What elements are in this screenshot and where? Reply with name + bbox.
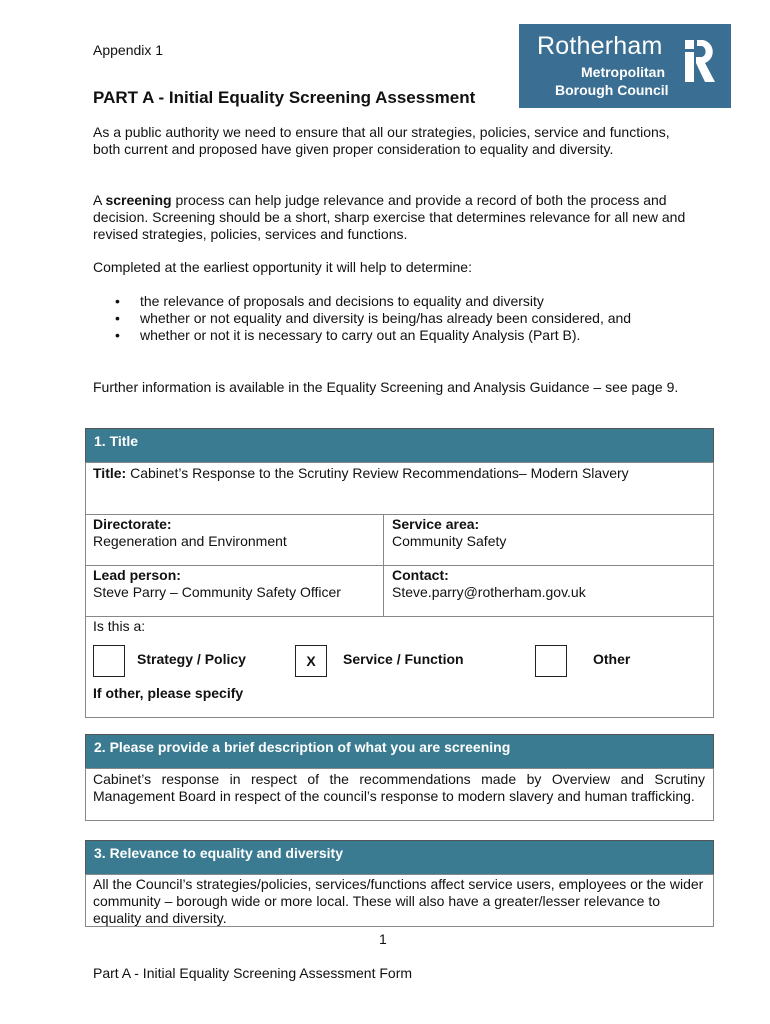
contact-label: Contact: [392,567,449,583]
footer-form-name: Part A - Initial Equality Screening Assessment Form [93,965,413,981]
rotherham-r-icon [683,38,717,84]
service-area-value: Community Safety [392,533,507,549]
section-1-header: 1. Title [85,428,714,463]
page-number: 1 [379,931,387,947]
screening-paragraph: A screening process can help judge relevance and provide a record of both the process and decision. Screening should be a short, sharp exercise that determines relevance for all new and revised strategies, policies, services and functions. [93,192,686,242]
section-2-body: Cabinet’s response in respect of the recommendations made by Overview and Scrutiny Management Board in respect of the council’s response to modern slavery and human trafficking. [93,771,705,804]
logo-line-2: Metropolitan [581,64,665,80]
list-item: • whether or not equality and diversity is being/has already been considered, and [113,310,673,327]
strategy-policy-label: Strategy / Policy [137,651,246,667]
divider [85,565,714,566]
logo-line-1: Rotherham [537,32,663,60]
other-label: Other [593,651,631,667]
directorate-value: Regeneration and Environment [93,533,287,549]
strategy-policy-checkbox[interactable] [93,645,125,677]
other-checkbox[interactable] [535,645,567,677]
intro-paragraph: As a public authority we need to ensure that all our strategies, policies, service and functions, both current and proposed have given proper consideration to equality and diversity. [93,124,670,157]
divider [85,616,714,617]
council-logo [519,24,731,108]
contact-value: Steve.parry@rotherham.gov.uk [392,584,586,600]
list-item: • whether or not it is necessary to carry out an Equality Analysis (Part B). [113,327,673,344]
service-function-checkbox[interactable]: X [295,645,327,677]
further-info: Further information is available in the Equality Screening and Analysis Guidance – see page 9. [93,379,679,395]
divider [383,514,384,616]
divider [85,514,714,515]
logo-line-3: Borough Council [555,82,669,98]
service-function-label: Service / Function [343,651,464,667]
page-title: PART A - Initial Equality Screening Assessment [93,88,476,107]
section-2-header: 2. Please provide a brief description of what you are screening [85,734,714,769]
determine-list [113,293,673,344]
lead-person-value: Steve Parry – Community Safety Officer [93,584,341,600]
is-this-a-label: Is this a: [93,618,146,634]
title-field: Title: Cabinet’s Response to the Scrutiny Review Recommendations– Modern Slavery [93,465,629,481]
service-area-label: Service area: [392,516,480,532]
completed-intro: Completed at the earliest opportunity it will help to determine: [93,259,472,275]
appendix-label: Appendix 1 [93,42,164,58]
section-3-body: All the Council’s strategies/policies, services/functions affect service users, employees or the wider community – borough wide or more local. These will also have a greater/lesser relevance to equality and diversity. [93,876,704,926]
list-item: • the relevance of proposals and decisions to equality and diversity [113,293,673,310]
screening-emphasis: screening [105,192,172,208]
lead-person-label: Lead person: [93,567,181,583]
section-3-header: 3. Relevance to equality and diversity [85,840,714,875]
directorate-label: Directorate: [93,516,172,532]
if-other-label: If other, please specify [93,685,244,701]
